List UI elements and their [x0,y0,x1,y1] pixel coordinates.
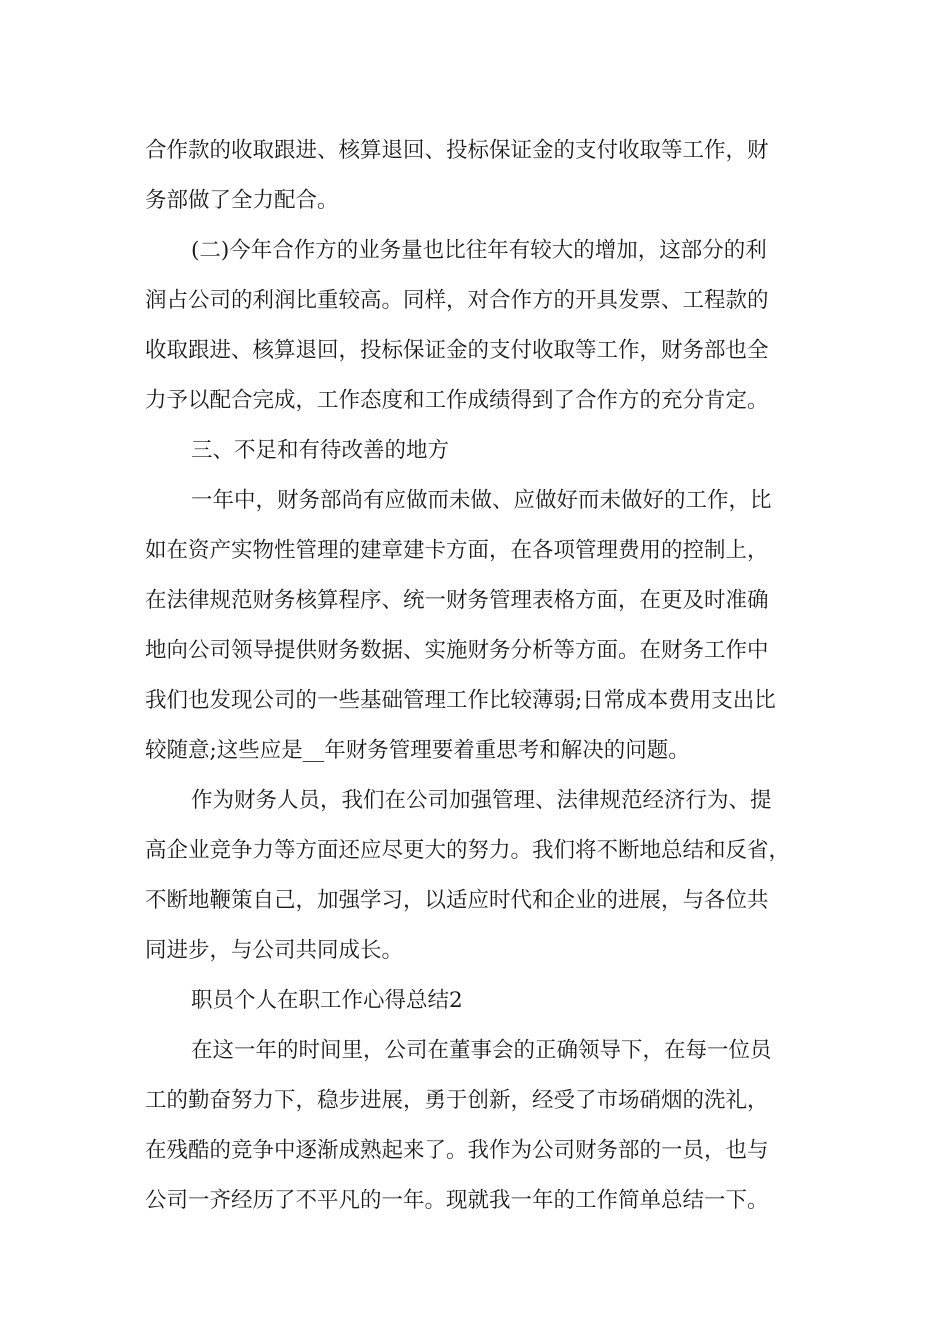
text-line-15: 高企业竞争力等方面还应尽更大的努力。我们将不断地总结和反省， [145,838,791,863]
text-line-16: 不断地鞭策自己，加强学习，以适应时代和企业的进展，与各位共 [145,888,769,913]
text-line-20: 工的勤奋努力下，稳步进展，勇于创新，经受了市场硝烟的洗礼， [145,1088,769,1113]
section-heading: 三、不足和有待改善的地方 [191,438,450,463]
paragraph-4-line-1: 作为财务人员，我们在公司加强管理、法律规范经济行为、提 [191,788,772,813]
text-line-22: 公司一齐经历了不平凡的一年。现就我一年的工作简单总结一下。 [145,1188,769,1213]
text-line-1: 合作款的收取跟进、核算退回、投标保证金的支付收取等工作，财 [145,138,769,163]
text-line-10: 在法律规范财务核算程序、统一财务管理表格方面，在更及时准确 [145,588,769,613]
text-line-9: 如在资产实物性管理的建章建卡方面，在各项管理费用的控制上， [145,538,769,563]
paragraph-2-line-1: (二)今年合作方的业务量也比往年有较大的增加，这部分的利 [191,238,767,263]
text-line-6: 力予以配合完成，工作态度和工作成绩得到了合作方的充分肯定。 [145,388,769,413]
text-line-17: 同进步，与公司共同成长。 [145,938,404,963]
text-line-5: 收取跟进、核算退回，投标保证金的支付收取等工作，财务部也全 [145,338,769,363]
text-line-4: 润占公司的利润比重较高。同样，对合作方的开具发票、工程款的 [145,288,769,313]
paragraph-3-line-1: 一年中，财务部尚有应做而未做、应做好而未做好的工作，比 [191,488,772,513]
paragraph-5-line-1: 在这一年的时间里，公司在董事会的正确领导下，在每一位员 [191,1038,772,1063]
document-subtitle: 职员个人在职工作心得总结2 [191,988,463,1013]
text-line-13: 较随意;这些应是__年财务管理要着重思考和解决的问题。 [145,738,690,763]
text-line-11: 地向公司领导提供财务数据、实施财务分析等方面。在财务工作中 [145,638,769,663]
text-line-12: 我们也发现公司的一些基础管理工作比较薄弱;日常成本费用支出比 [145,688,776,713]
text-line-2: 务部做了全力配合。 [145,188,339,213]
text-line-21: 在残酷的竞争中逐渐成熟起来了。我作为公司财务部的一员，也与 [145,1138,769,1163]
